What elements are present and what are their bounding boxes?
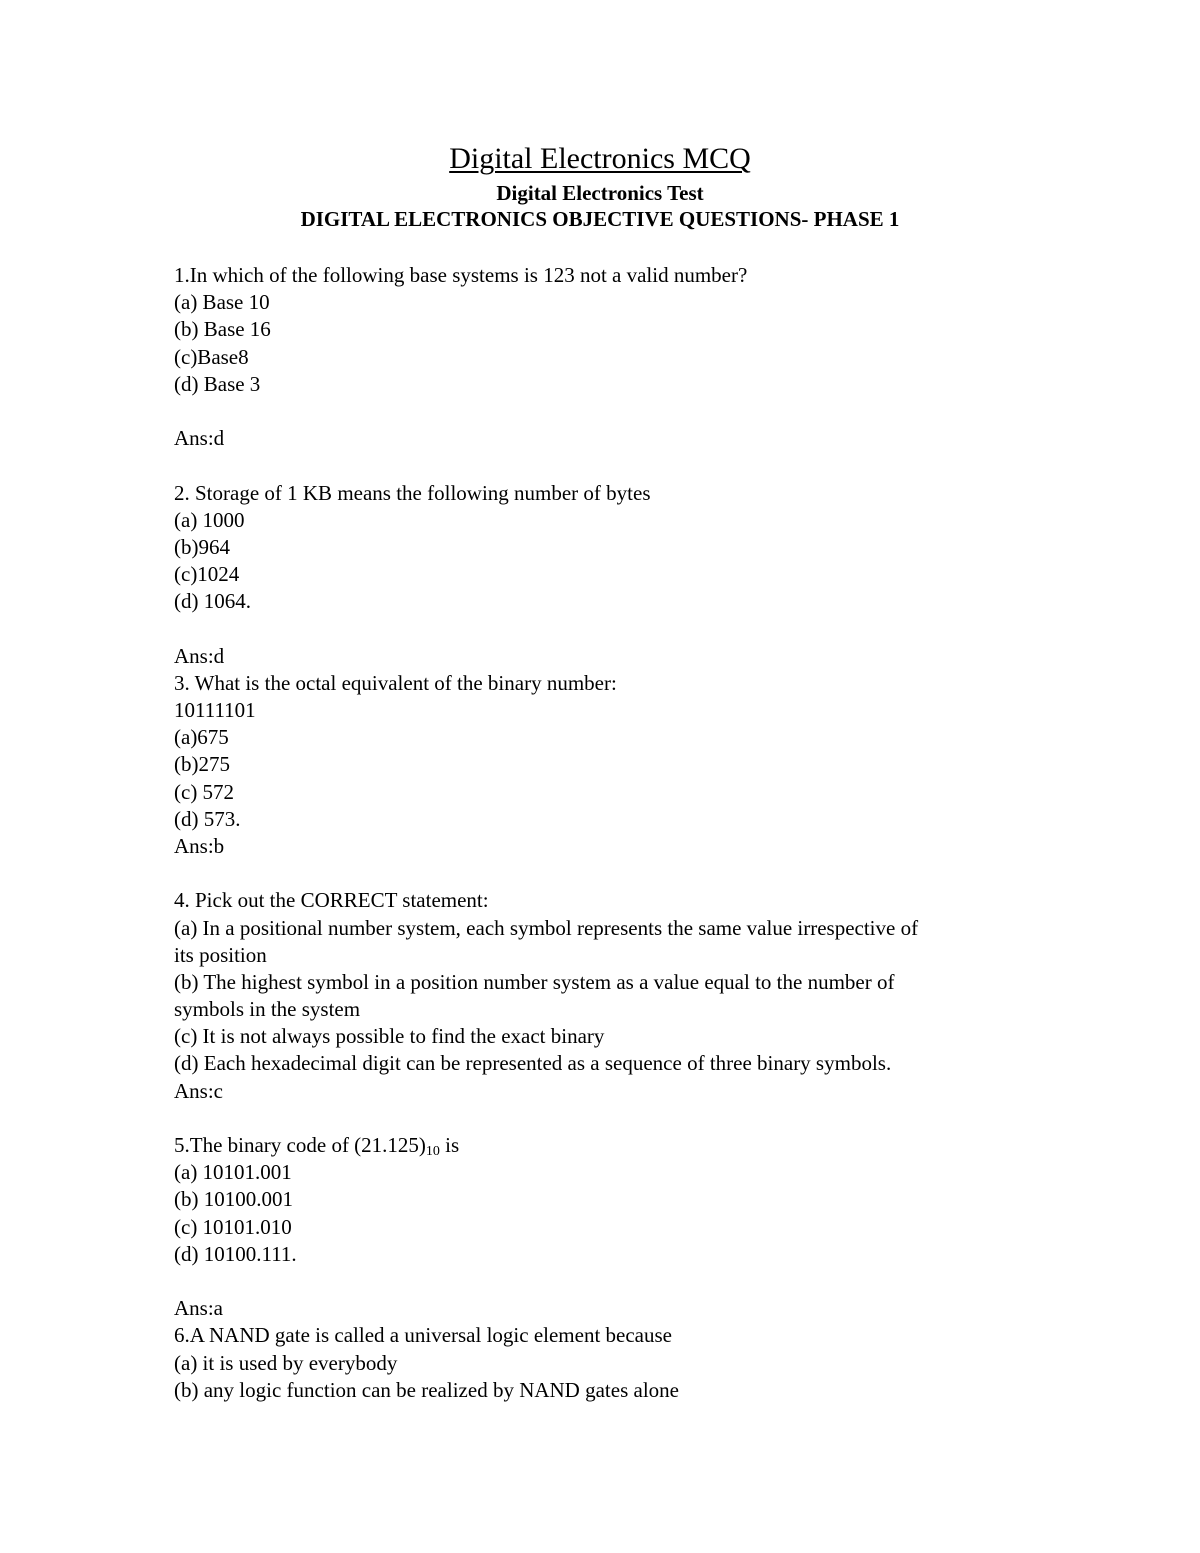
option-d: (d) 1064. bbox=[174, 589, 251, 614]
answer: Ans:c bbox=[174, 1078, 223, 1103]
option-c: (c)Base8 bbox=[174, 344, 249, 369]
option-a: (a) it is used by everybody bbox=[174, 1350, 398, 1375]
question-5 bbox=[174, 1132, 1034, 1322]
spacer bbox=[174, 860, 1034, 887]
question-text: 4. Pick out the CORRECT statement: bbox=[174, 888, 489, 913]
page-subtitle: Digital Electronics Test bbox=[496, 181, 704, 205]
option-b: (b)964 bbox=[174, 534, 230, 559]
option-c: (c) It is not always possible to find the exact binary bbox=[174, 1024, 605, 1049]
option-a: (a) In a positional number system, each symbol represents the same value irrespective of bbox=[174, 915, 919, 940]
question-1 bbox=[174, 262, 1034, 452]
binary-number: 10111101 bbox=[174, 698, 256, 722]
question-4 bbox=[174, 887, 1034, 1105]
question-text: 6.A NAND gate is called a universal logic element because bbox=[174, 1323, 672, 1348]
option-b-continued: symbols in the system bbox=[174, 997, 361, 1022]
option-d: (d) 573. bbox=[174, 806, 241, 831]
option-a: (a)675 bbox=[174, 725, 229, 750]
option-a-continued: its position bbox=[174, 942, 267, 967]
option-d: (d) Each hexadecimal digit can be represented as a sequence of three binary symbols. bbox=[174, 1051, 892, 1076]
question-text: 3. What is the octal equivalent of the binary number: bbox=[174, 670, 617, 695]
question-2 bbox=[174, 480, 1034, 670]
question-text: 2. Storage of 1 KB means the following number of bytes bbox=[174, 480, 651, 505]
option-a: (a) Base 10 bbox=[174, 290, 270, 315]
option-b: (b) any logic function can be realized by NAND gates alone bbox=[174, 1377, 679, 1402]
question-text-main: 5.The binary code of (21.125) bbox=[174, 1133, 426, 1157]
answer: Ans:d bbox=[174, 643, 225, 668]
answer: Ans:a bbox=[174, 1296, 223, 1321]
question-text bbox=[174, 1132, 1034, 1159]
option-d: (d) 10100.111. bbox=[174, 1241, 297, 1266]
answer: Ans:b bbox=[174, 833, 225, 858]
option-b: (b) 10100.001 bbox=[174, 1187, 293, 1212]
option-c: (c)1024 bbox=[174, 562, 240, 587]
spacer bbox=[174, 615, 1034, 642]
question-list bbox=[174, 262, 1034, 1404]
option-a: (a) 10101.001 bbox=[174, 1160, 292, 1185]
question-text: 1.In which of the following base systems is 123 not a valid number? bbox=[174, 263, 748, 287]
option-c: (c) 10101.010 bbox=[174, 1214, 292, 1239]
option-c: (c) 572 bbox=[174, 779, 235, 804]
page-title: Digital Electronics MCQ bbox=[449, 142, 751, 175]
question-6 bbox=[174, 1322, 1034, 1404]
spacer bbox=[174, 452, 1034, 479]
option-a: (a) 1000 bbox=[174, 507, 245, 532]
option-d: (d) Base 3 bbox=[174, 371, 261, 396]
option-b: (b) The highest symbol in a position number system as a value equal to the number of bbox=[174, 969, 895, 994]
spacer bbox=[174, 398, 1034, 425]
base-subscript: 10 bbox=[425, 1144, 440, 1159]
spacer bbox=[174, 1268, 1034, 1295]
section-heading: DIGITAL ELECTRONICS OBJECTIVE QUESTIONS- PHASE 1 bbox=[300, 207, 900, 231]
question-text-tail: is bbox=[439, 1133, 460, 1157]
spacer bbox=[174, 1105, 1034, 1132]
option-b: (b) Base 16 bbox=[174, 317, 271, 342]
question-3 bbox=[174, 670, 1034, 860]
option-b: (b)275 bbox=[174, 752, 230, 777]
answer: Ans:d bbox=[174, 426, 225, 451]
